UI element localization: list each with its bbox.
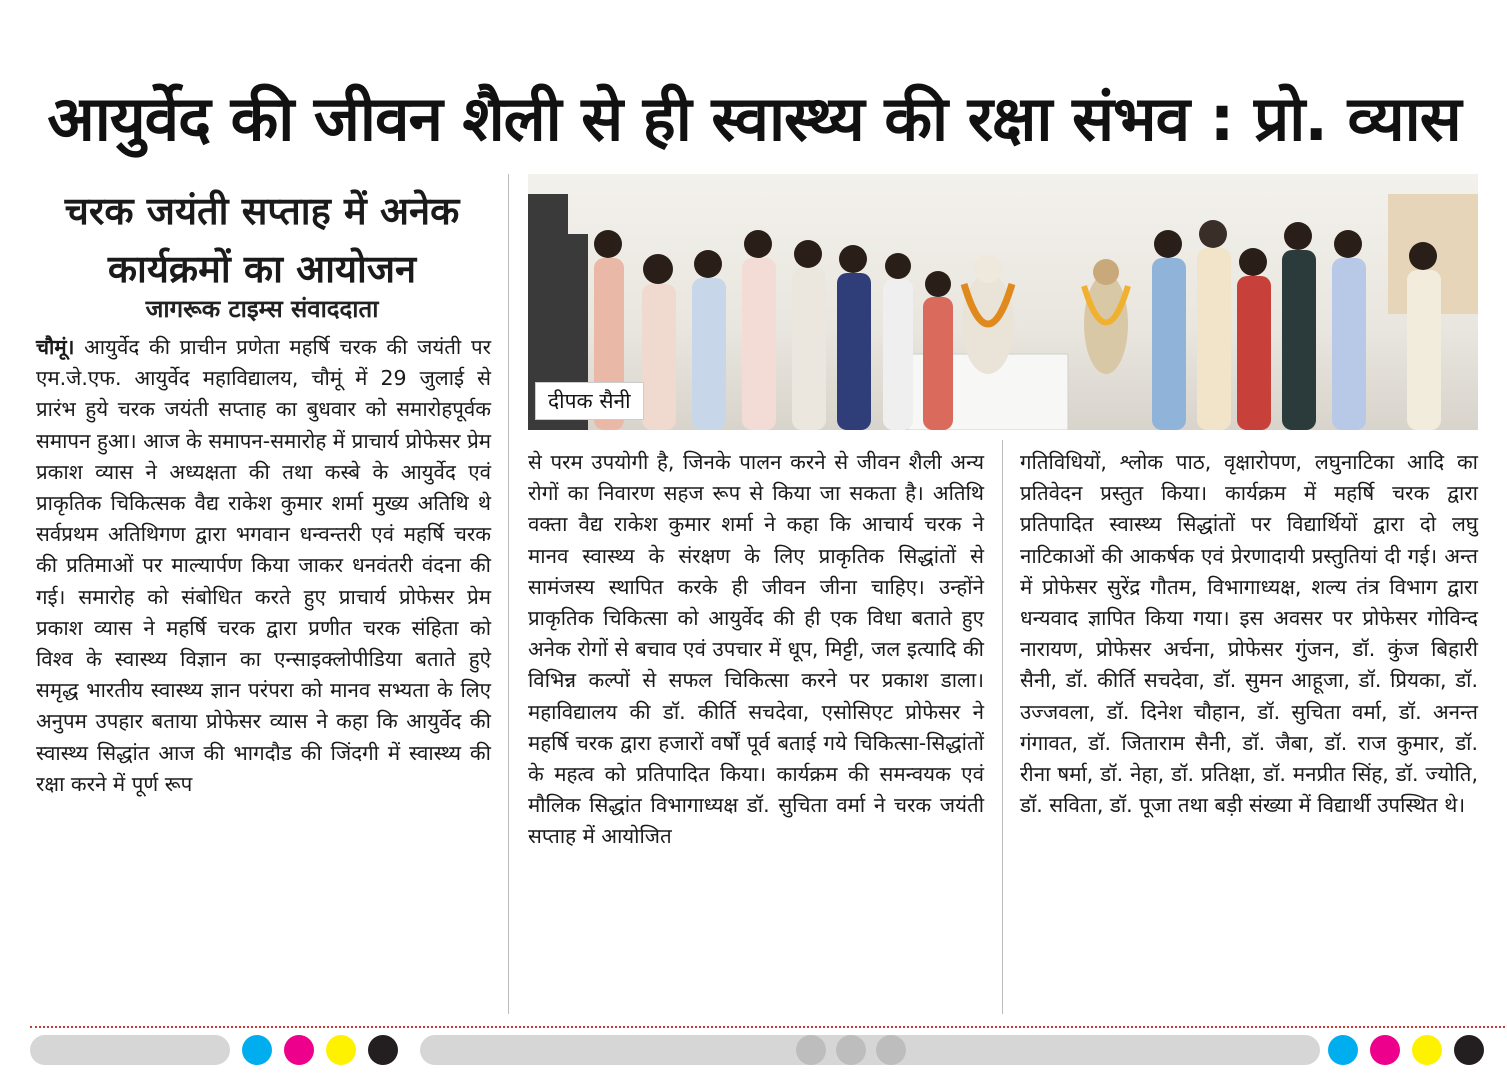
registration-bar-middle: [420, 1035, 1320, 1065]
magenta-registration-dot: [284, 1035, 314, 1065]
byline: जागरूक टाइम्स संवाददाता: [145, 295, 379, 323]
article-column-1: [36, 332, 491, 800]
headline: आयुर्वेद की जीवन शैली से ही स्वास्थ्य की रक्षा संभव : प्रो. व्यास: [47, 82, 1461, 155]
people-left-group: [594, 230, 953, 430]
grey-registration-dot-1: [796, 1035, 826, 1065]
grey-registration-dot-2: [836, 1035, 866, 1065]
magenta-registration-dot-2: [1370, 1035, 1400, 1065]
statue-shape-2: [1084, 259, 1128, 374]
dateline: चौमूं।: [36, 335, 75, 359]
group-photo-illustration: [528, 174, 1478, 430]
black-registration-dot: [368, 1035, 398, 1065]
registration-bar-left: [30, 1035, 230, 1065]
yellow-registration-dot-2: [1412, 1035, 1442, 1065]
column-divider-2: [1002, 440, 1003, 1014]
photo-caption: दीपक सैनी: [535, 382, 644, 420]
subheadline: [22, 182, 502, 298]
article-column-2: [528, 447, 984, 853]
column-3-text: गतिविधियों, श्लोक पाठ, वृक्षारोपण, लघुनाटिका आदि का प्रतिवेदन प्रस्तुत किया। कार्यक्रम में महर्षि चरक द्वारा प्रतिपादित स्वास्थ्य सिद्धांतों पर विद्यार्थियों द्वारा दो लघु नाटिकाओं की आकर्षक एवं प्रेरणादायी प्रस्तुतियां दी गई। अन्त में प्रोफेसर सुरेंद्र गौतम, विभागाध्यक्ष, शल्य तंत्र विभाग द्वारा धन्यवाद ज्ञापित किया गया। इस अवसर पर प्रोफेसर गोविन्द नारायण, प्रोफेसर अर्चना, प्रोफेसर गुंजन, डॉ. कुंज बिहारी सैनी, डॉ. कीर्ति सचदेवा, डॉ. सुमन आहूजा, डॉ. प्रियका, डॉ. उज्जवला, डॉ. दिनेश चौहान, डॉ. सुचिता वर्मा, डॉ. अनन्त गंगावत, डॉ. जिताराम सैनी, डॉ. जैबा, डॉ. राज कुमार, डॉ. रीना षर्मा, डॉ. नेहा, डॉ. प्रतिक्षा, डॉ. मनप्रीत सिंह, डॉ. ज्योति, डॉ. सविता, डॉ. पूजा तथा बड़ी संख्या में विद्यार्थी उपस्थित थे।: [1020, 450, 1478, 818]
cyan-registration-dot: [242, 1035, 272, 1065]
column-divider-1: [508, 174, 509, 1014]
subheadline-line-1: चरक जयंती सप्ताह में अनेक: [64, 189, 460, 233]
subheadline-line-2: कार्यक्रमों का आयोजन: [107, 247, 417, 291]
dotted-rule: [30, 1026, 1505, 1028]
grey-registration-dot-3: [876, 1035, 906, 1065]
article-column-3: [1020, 447, 1478, 821]
column-1-text: आयुर्वेद की प्राचीन प्रणेता महर्षि चरक की जयंती पर एम.जे.एफ. आयुर्वेद महाविद्यालय, चौमूं में 29 जुलाई से प्रारंभ हुये चरक जयंती सप्ताह का बुधवार को समारोहपूर्वक समापन हुआ। आज के समापन-समारोह में प्राचार्य प्रोफेसर प्रेम प्रकाश व्यास ने अध्यक्षता की तथा कस्बे के आयुर्वेद एवं प्राकृतिक चिकित्सक वैद्य राकेश कुमार शर्मा मुख्य अतिथि थे सर्वप्रथम अतिथिगण द्वारा भगवान धन्वन्तरी एवं महर्षि चरक की प्रतिमाओं पर माल्यार्पण किया जाकर धनवंतरी वंदना की गई। समारोह को संबोधित करते हुए प्राचार्य प्रोफेसर प्रेम प्रकाश व्यास ने महर्षि चरक द्वारा प्रणीत चरक संहिता को विश्व के स्वास्थ्य विज्ञान का एन्साइक्लोपीडिया बताते हुऐ समृद्ध भारतीय स्वास्थ्य ज्ञान परंपरा को मानव सभ्यता के लिए अनुपम उपहार बताया प्रोफेसर व्यास ने कहा कि आयुर्वेद की स्वास्थ्य सिद्धांत आज की भागदौड की जिंदगी में स्वास्थ्य की रक्षा करने में पूर्ण रूप: [36, 335, 491, 796]
cyan-registration-dot-2: [1328, 1035, 1358, 1065]
event-photo: [528, 174, 1478, 430]
yellow-registration-dot: [326, 1035, 356, 1065]
statue-shape: [962, 255, 1014, 374]
column-2-text: से परम उपयोगी है, जिनके पालन करने से जीवन शैली अन्य रोगों का निवारण सहज रूप से किया जा सकता है। अतिथि वक्ता वैद्य राकेश कुमार शर्मा ने कहा कि आचार्य चरक ने मानव स्वास्थ्य के संरक्षण के लिए प्राकृतिक सिद्धांतों से सामंजस्य स्थापित करके ही जीवन जीना चाहिए। उन्होंने प्राकृतिक चिकित्सा को आयुर्वेद की ही एक विधा बताते हुए अनेक रोगों से बचाव एवं उपचार में धूप, मिट्टी, जल इत्यादि की विभिन्न कल्पों से सफल चिकित्सा करने पर प्रकाश डाला। महाविद्यालय की डॉ. कीर्ति सचदेवा, एसोसिएट प्रोफेसर ने महर्षि चरक द्वारा हजारों वर्षों पूर्व बताई गये चिकित्सा-सिद्धांतों के महत्व को प्रतिपादित किया। कार्यक्रम की समन्वयक एवं मौलिक सिद्धांत विभागाध्यक्ष डॉ. सुचिता वर्मा ने चरक जयंती सप्ताह में आयोजित: [528, 450, 984, 849]
black-registration-dot-2: [1454, 1035, 1484, 1065]
